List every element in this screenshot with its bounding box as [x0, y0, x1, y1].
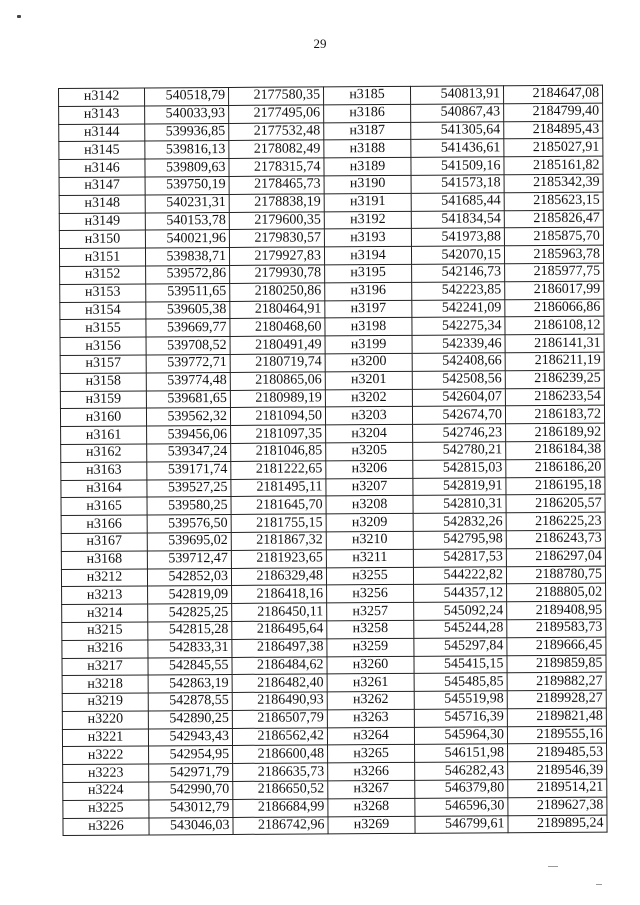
scan-mark: [17, 15, 21, 18]
cell-point-id: н3206: [326, 460, 413, 478]
cell-y-coordinate: 2189485,53: [508, 744, 607, 762]
cell-x-coordinate: 539527,25: [147, 479, 231, 497]
cell-point-id: н3155: [60, 319, 146, 337]
cell-x-coordinate: 539936,85: [145, 123, 229, 141]
cell-y-coordinate: 2180719,74: [230, 354, 325, 372]
cell-point-id: н3214: [62, 604, 148, 622]
cell-x-coordinate: 539708,52: [146, 337, 230, 355]
cell-x-coordinate: 546799,61: [415, 815, 508, 833]
cell-point-id: н3200: [325, 353, 412, 371]
cell-x-coordinate: 542863,19: [148, 675, 232, 693]
cell-x-coordinate: 539816,13: [145, 141, 229, 159]
cell-y-coordinate: 2186183,72: [505, 406, 604, 424]
cell-y-coordinate: 2185826,47: [504, 210, 603, 228]
cell-x-coordinate: 542817,53: [413, 548, 506, 566]
cell-x-coordinate: 539772,71: [146, 354, 230, 372]
cell-point-id: н3154: [60, 302, 146, 320]
cell-point-id: н3262: [327, 691, 414, 709]
cell-x-coordinate: 542852,03: [147, 568, 231, 586]
cell-x-coordinate: 539347,24: [147, 443, 231, 461]
cell-y-coordinate: 2181645,70: [231, 496, 326, 514]
cell-point-id: н3160: [60, 408, 146, 426]
cell-point-id: н3224: [63, 782, 149, 800]
cell-point-id: н3191: [324, 193, 411, 211]
cell-y-coordinate: 2186482,40: [232, 674, 327, 692]
cell-y-coordinate: 2186484,62: [232, 656, 327, 674]
cell-x-coordinate: 546379,80: [415, 780, 508, 798]
cell-x-coordinate: 542845,55: [148, 657, 232, 675]
cell-y-coordinate: 2189583,73: [507, 619, 606, 637]
coordinates-table-body: [59, 85, 608, 836]
cell-x-coordinate: 546596,30: [415, 798, 508, 816]
cell-point-id: н3143: [59, 106, 145, 124]
cell-point-id: н3166: [61, 515, 147, 533]
cell-y-coordinate: 2186495,64: [232, 621, 327, 639]
cell-y-coordinate: 2186189,92: [506, 423, 605, 441]
cell-point-id: н3186: [324, 104, 411, 122]
cell-point-id: н3162: [61, 444, 147, 462]
cell-point-id: н3260: [327, 656, 414, 674]
cell-point-id: н3148: [59, 195, 145, 213]
cell-x-coordinate: 540021,96: [145, 230, 229, 248]
cell-x-coordinate: 541834,54: [411, 210, 504, 228]
cell-point-id: н3188: [324, 140, 411, 158]
cell-y-coordinate: 2179930,78: [230, 265, 325, 283]
cell-y-coordinate: 2186562,42: [232, 728, 327, 746]
cell-point-id: н3210: [326, 531, 413, 549]
cell-y-coordinate: 2189666,45: [507, 637, 606, 655]
cell-point-id: н3222: [63, 746, 149, 764]
cell-point-id: н3208: [326, 496, 413, 514]
cell-y-coordinate: 2186066,86: [505, 299, 604, 317]
cell-y-coordinate: 2189546,39: [508, 761, 607, 779]
cell-point-id: н3218: [62, 675, 148, 693]
coordinates-table-wrapper: [58, 85, 607, 837]
cell-x-coordinate: 539695,02: [147, 532, 231, 550]
cell-point-id: н3264: [327, 727, 414, 745]
cell-x-coordinate: 539681,65: [146, 390, 230, 408]
cell-point-id: н3152: [60, 266, 146, 284]
cell-point-id: н3219: [62, 693, 148, 711]
cell-y-coordinate: 2186225,23: [506, 512, 605, 530]
cell-point-id: н3217: [62, 657, 148, 675]
cell-y-coordinate: 2179927,83: [229, 247, 324, 265]
cell-y-coordinate: 2186141,31: [505, 334, 604, 352]
cell-x-coordinate: 539576,50: [147, 515, 231, 533]
cell-x-coordinate: 541573,18: [411, 175, 504, 193]
cell-point-id: н3212: [61, 568, 147, 586]
cell-point-id: н3161: [61, 426, 147, 444]
cell-y-coordinate: 2186635,73: [233, 763, 328, 781]
cell-point-id: н3223: [63, 764, 149, 782]
cell-point-id: н3204: [326, 424, 413, 442]
cell-x-coordinate: 542990,70: [149, 782, 233, 800]
cell-x-coordinate: 542604,07: [412, 388, 505, 406]
cell-x-coordinate: 539750,19: [145, 176, 229, 194]
cell-y-coordinate: 2181923,65: [231, 550, 326, 568]
cell-x-coordinate: 539838,71: [145, 248, 229, 266]
cell-x-coordinate: 542408,66: [412, 353, 505, 371]
cell-point-id: н3146: [59, 159, 145, 177]
cell-y-coordinate: 2186507,79: [232, 710, 327, 728]
cell-y-coordinate: 2189859,85: [507, 655, 606, 673]
cell-y-coordinate: 2180989,19: [230, 389, 325, 407]
cell-x-coordinate: 543046,03: [149, 817, 233, 835]
cell-x-coordinate: 540231,31: [145, 194, 229, 212]
cell-y-coordinate: 2186650,52: [233, 781, 328, 799]
cell-y-coordinate: 2180468,60: [230, 318, 325, 336]
cell-x-coordinate: 539511,65: [146, 283, 230, 301]
cell-point-id: н3255: [326, 567, 413, 585]
cell-x-coordinate: 540867,43: [411, 104, 504, 122]
cell-y-coordinate: 2180250,86: [230, 283, 325, 301]
cell-x-coordinate: 542146,73: [412, 264, 505, 282]
cell-y-coordinate: 2185963,78: [504, 245, 603, 263]
coordinates-table: [58, 85, 608, 837]
cell-y-coordinate: 2177580,35: [228, 87, 323, 105]
cell-y-coordinate: 2184647,08: [503, 85, 602, 103]
cell-y-coordinate: 2189882,27: [507, 672, 606, 690]
cell-x-coordinate: 539809,63: [145, 159, 229, 177]
cell-x-coordinate: 542275,34: [412, 317, 505, 335]
cell-point-id: н3268: [328, 798, 415, 816]
cell-y-coordinate: 2178838,19: [229, 194, 324, 212]
cell-point-id: н3225: [63, 800, 149, 818]
cell-point-id: н3195: [325, 264, 412, 282]
cell-x-coordinate: 539605,38: [146, 301, 230, 319]
cell-y-coordinate: 2180464,91: [230, 300, 325, 318]
cell-point-id: н3190: [324, 175, 411, 193]
cell-x-coordinate: 542795,98: [413, 531, 506, 549]
cell-point-id: н3205: [326, 442, 413, 460]
cell-point-id: н3158: [60, 373, 146, 391]
cell-point-id: н3201: [325, 371, 412, 389]
cell-y-coordinate: 2189821,48: [507, 708, 606, 726]
cell-y-coordinate: 2188805,02: [507, 583, 606, 601]
cell-x-coordinate: 544357,12: [414, 584, 507, 602]
cell-point-id: н3211: [326, 549, 413, 567]
cell-y-coordinate: 2178465,73: [229, 176, 324, 194]
cell-x-coordinate: 542890,25: [148, 710, 232, 728]
cell-x-coordinate: 545519,98: [414, 691, 507, 709]
cell-point-id: н3159: [60, 391, 146, 409]
cell-x-coordinate: 545964,30: [414, 726, 507, 744]
cell-y-coordinate: 2189555,16: [507, 726, 606, 744]
cell-x-coordinate: 539572,86: [146, 265, 230, 283]
cell-point-id: н3144: [59, 124, 145, 142]
cell-y-coordinate: 2189514,21: [508, 779, 607, 797]
cell-x-coordinate: 539456,06: [147, 426, 231, 444]
cell-y-coordinate: 2186184,38: [506, 441, 605, 459]
cell-y-coordinate: 2186600,48: [233, 745, 328, 763]
cell-y-coordinate: 2185623,15: [504, 192, 603, 210]
cell-y-coordinate: 2181094,50: [230, 407, 325, 425]
cell-y-coordinate: 2188780,75: [506, 566, 605, 584]
cell-x-coordinate: 542223,85: [412, 282, 505, 300]
cell-x-coordinate: 542954,95: [149, 746, 233, 764]
cell-point-id: н3203: [325, 407, 412, 425]
cell-point-id: н3153: [60, 284, 146, 302]
cell-point-id: н3156: [60, 337, 146, 355]
cell-y-coordinate: 2186684,99: [233, 799, 328, 817]
cell-x-coordinate: 542070,15: [411, 246, 504, 264]
cell-point-id: н3215: [62, 622, 148, 640]
cell-y-coordinate: 2179830,57: [229, 229, 324, 247]
cell-point-id: н3258: [327, 620, 414, 638]
cell-point-id: н3142: [59, 88, 145, 106]
cell-x-coordinate: 543012,79: [149, 799, 233, 817]
cell-point-id: н3269: [328, 816, 415, 834]
cell-point-id: н3261: [327, 674, 414, 692]
cell-x-coordinate: 540518,79: [145, 87, 229, 105]
cell-point-id: н3150: [59, 230, 145, 248]
cell-y-coordinate: 2181867,32: [231, 532, 326, 550]
cell-point-id: н3163: [61, 462, 147, 480]
cell-y-coordinate: 2177495,06: [229, 105, 324, 123]
cell-y-coordinate: 2189928,27: [507, 690, 606, 708]
cell-y-coordinate: 2186450,11: [232, 603, 327, 621]
cell-x-coordinate: 545415,15: [414, 655, 507, 673]
cell-x-coordinate: 539562,32: [146, 408, 230, 426]
cell-x-coordinate: 542815,03: [413, 460, 506, 478]
cell-x-coordinate: 542815,28: [148, 621, 232, 639]
cell-x-coordinate: 539580,25: [147, 497, 231, 515]
cell-y-coordinate: 2184895,43: [504, 121, 603, 139]
cell-y-coordinate: 2178315,74: [229, 158, 324, 176]
cell-x-coordinate: 541436,61: [411, 139, 504, 157]
cell-point-id: н3257: [327, 602, 414, 620]
cell-x-coordinate: 545092,24: [414, 602, 507, 620]
cell-y-coordinate: 2186211,19: [505, 352, 604, 370]
cell-x-coordinate: 542810,31: [413, 495, 506, 513]
cell-y-coordinate: 2186243,73: [506, 530, 605, 548]
cell-x-coordinate: 545297,84: [414, 637, 507, 655]
cell-y-coordinate: 2186186,20: [506, 459, 605, 477]
cell-x-coordinate: 542780,21: [413, 442, 506, 460]
cell-x-coordinate: 542819,09: [148, 586, 232, 604]
cell-point-id: н3213: [62, 586, 148, 604]
cell-x-coordinate: 542746,23: [413, 424, 506, 442]
cell-x-coordinate: 542339,46: [412, 335, 505, 353]
cell-y-coordinate: 2180865,06: [230, 372, 325, 390]
page-number: 29: [313, 36, 327, 51]
cell-x-coordinate: 540153,78: [145, 212, 229, 230]
cell-y-coordinate: 2186108,12: [505, 317, 604, 335]
cell-y-coordinate: 2186742,96: [233, 817, 328, 835]
cell-point-id: н3167: [61, 533, 147, 551]
cell-x-coordinate: 539171,74: [147, 461, 231, 479]
cell-point-id: н3207: [326, 478, 413, 496]
cell-point-id: н3187: [324, 122, 411, 140]
cell-point-id: н3226: [63, 818, 149, 836]
cell-x-coordinate: 541973,88: [411, 228, 504, 246]
cell-point-id: н3145: [59, 141, 145, 159]
cell-y-coordinate: 2181046,85: [231, 443, 326, 461]
cell-point-id: н3265: [328, 745, 415, 763]
cell-y-coordinate: 2185161,82: [504, 156, 603, 174]
cell-x-coordinate: 542508,56: [412, 371, 505, 389]
cell-point-id: н3196: [325, 282, 412, 300]
cell-point-id: н3197: [325, 300, 412, 318]
cell-x-coordinate: 546282,43: [415, 762, 508, 780]
cell-point-id: н3209: [326, 513, 413, 531]
cell-y-coordinate: 2189627,38: [508, 797, 607, 815]
cell-y-coordinate: 2189895,24: [508, 815, 607, 833]
cell-y-coordinate: 2184799,40: [504, 103, 603, 121]
cell-x-coordinate: 542825,25: [148, 604, 232, 622]
cell-y-coordinate: 2178082,49: [229, 140, 324, 158]
cell-x-coordinate: 540033,93: [145, 105, 229, 123]
cell-x-coordinate: 545716,39: [414, 709, 507, 727]
cell-y-coordinate: 2186239,25: [505, 370, 604, 388]
cell-x-coordinate: 542241,09: [412, 299, 505, 317]
cell-x-coordinate: 542971,79: [149, 764, 233, 782]
cell-x-coordinate: 539774,48: [146, 372, 230, 390]
cell-y-coordinate: 2186497,38: [232, 639, 327, 657]
cell-y-coordinate: 2179600,35: [229, 211, 324, 229]
cell-x-coordinate: 542819,91: [413, 477, 506, 495]
cell-point-id: н3263: [327, 709, 414, 727]
cell-point-id: н3164: [61, 479, 147, 497]
cell-y-coordinate: 2180491,49: [230, 336, 325, 354]
cell-y-coordinate: 2186233,54: [505, 388, 604, 406]
cell-x-coordinate: 545485,85: [414, 673, 507, 691]
cell-point-id: н3185: [323, 86, 410, 104]
cell-x-coordinate: 542832,26: [413, 513, 506, 531]
scan-speck: [596, 884, 602, 885]
cell-y-coordinate: 2177532,48: [229, 122, 324, 140]
cell-point-id: н3157: [60, 355, 146, 373]
cell-x-coordinate: 539669,77: [146, 319, 230, 337]
cell-point-id: н3259: [327, 638, 414, 656]
cell-point-id: н3266: [328, 763, 415, 781]
cell-point-id: н3192: [324, 211, 411, 229]
cell-x-coordinate: 541685,44: [411, 193, 504, 211]
cell-y-coordinate: 2181097,35: [231, 425, 326, 443]
cell-point-id: н3267: [328, 780, 415, 798]
cell-point-id: н3147: [59, 177, 145, 195]
cell-y-coordinate: 2181495,11: [231, 478, 326, 496]
cell-x-coordinate: 544222,82: [413, 566, 506, 584]
cell-x-coordinate: 539712,47: [147, 550, 231, 568]
cell-y-coordinate: 2181222,65: [231, 461, 326, 479]
cell-point-id: н3198: [325, 318, 412, 336]
cell-point-id: н3149: [59, 213, 145, 231]
cell-point-id: н3168: [61, 551, 147, 569]
cell-point-id: н3221: [62, 729, 148, 747]
cell-x-coordinate: 540813,91: [410, 86, 503, 104]
cell-y-coordinate: 2186195,18: [506, 477, 605, 495]
cell-y-coordinate: 2185342,39: [504, 174, 603, 192]
cell-point-id: н3199: [325, 335, 412, 353]
cell-x-coordinate: 546151,98: [415, 744, 508, 762]
cell-y-coordinate: 2185027,91: [504, 139, 603, 157]
cell-point-id: н3256: [327, 585, 414, 603]
cell-x-coordinate: 542878,55: [148, 693, 232, 711]
cell-x-coordinate: 542674,70: [412, 406, 505, 424]
cell-y-coordinate: 2186418,16: [232, 585, 327, 603]
table-row: [63, 815, 607, 836]
cell-x-coordinate: 541305,64: [411, 121, 504, 139]
cell-y-coordinate: 2186297,04: [506, 548, 605, 566]
cell-point-id: н3165: [61, 497, 147, 515]
cell-y-coordinate: 2186490,93: [232, 692, 327, 710]
cell-point-id: н3194: [324, 247, 411, 265]
cell-y-coordinate: 2185875,70: [504, 228, 603, 246]
cell-y-coordinate: 2186329,48: [231, 567, 326, 585]
cell-point-id: н3220: [62, 711, 148, 729]
scan-speck: [548, 866, 558, 867]
cell-y-coordinate: 2186205,57: [506, 494, 605, 512]
cell-point-id: н3193: [324, 229, 411, 247]
cell-point-id: н3216: [62, 640, 148, 658]
cell-point-id: н3202: [325, 389, 412, 407]
cell-y-coordinate: 2181755,15: [231, 514, 326, 532]
cell-point-id: н3189: [324, 158, 411, 176]
cell-x-coordinate: 542833,31: [148, 639, 232, 657]
cell-x-coordinate: 545244,28: [414, 620, 507, 638]
cell-x-coordinate: 541509,16: [411, 157, 504, 175]
cell-y-coordinate: 2189408,95: [507, 601, 606, 619]
cell-y-coordinate: 2185977,75: [505, 263, 604, 281]
cell-x-coordinate: 542943,43: [148, 728, 232, 746]
cell-point-id: н3151: [59, 248, 145, 266]
cell-y-coordinate: 2186017,99: [505, 281, 604, 299]
